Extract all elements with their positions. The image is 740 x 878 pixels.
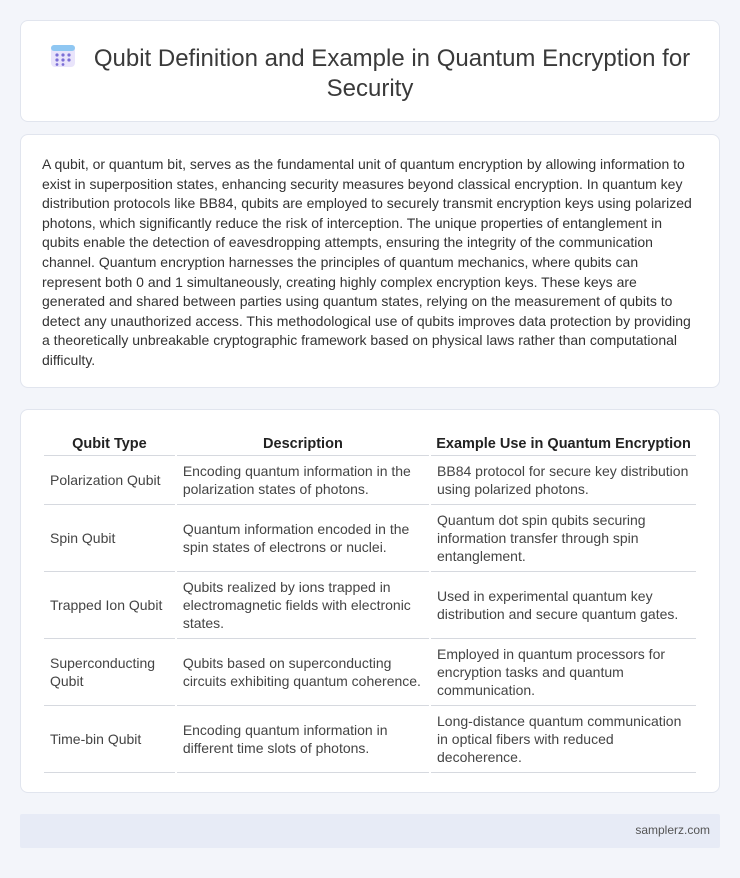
column-header-qubit-type: Qubit Type [44, 432, 175, 456]
cell-description: Encoding quantum information in different time slots of photons. [177, 706, 429, 773]
calendar-grid-icon [50, 43, 76, 69]
table-row [44, 505, 696, 572]
title-card [20, 20, 720, 122]
page-title-wrap [21, 43, 719, 104]
cell-example-use: Long-distance quantum communication in optical fibers with reduced decoherence. [431, 706, 696, 773]
intro-paragraph: A qubit, or quantum bit, serves as the fundamental unit of quantum encryption by allowing information to exist in superposition states, enhancing security measures beyond classical encryption. In quantum key distribution protocols like BB84, qubits are employed to securely transmit encryption keys using polarized photons, which significantly reduce the risk of interception. The unique properties of entanglement in qubits enable the detection of eavesdropping attempts, ensuring the integrity of the communication channel. Quantum encryption harnesses the principles of quantum mechanics, where qubits can represent both 0 and 1 simultaneously, creating highly complex encryption keys. These keys are generated and shared between parties using quantum states, relying on the measurement of qubits to detect any unauthorized access. This methodological use of qubits improves data protection by providing a theoretically unbreakable cryptographic framework based on physical laws rather than computational difficulty. [42, 156, 692, 368]
cell-example-use: Used in experimental quantum key distribution and secure quantum gates. [431, 572, 696, 639]
table-row [44, 456, 696, 505]
table-row [44, 572, 696, 639]
cell-example-use: BB84 protocol for secure key distribution using polarized photons. [431, 456, 696, 505]
column-header-example-use: Example Use in Quantum Encryption [431, 432, 696, 456]
cell-qubit-type: Spin Qubit [44, 505, 175, 572]
cell-qubit-type: Polarization Qubit [44, 456, 175, 505]
table-row [44, 706, 696, 773]
cell-qubit-type: Trapped Ion Qubit [44, 572, 175, 639]
table-card [20, 409, 720, 793]
intro-card [20, 134, 720, 388]
footer-bar [20, 814, 720, 848]
cell-description: Encoding quantum information in the polarization states of photons. [177, 456, 429, 505]
cell-description: Quantum information encoded in the spin states of electrons or nuclei. [177, 505, 429, 572]
qubit-table [42, 432, 698, 773]
cell-example-use: Employed in quantum processors for encryption tasks and quantum communication. [431, 639, 696, 706]
cell-example-use: Quantum dot spin qubits securing information transfer through spin entanglement. [431, 505, 696, 572]
cell-description: Qubits realized by ions trapped in electromagnetic fields with electronic states. [177, 572, 429, 639]
cell-qubit-type: Superconducting Qubit [44, 639, 175, 706]
column-header-description: Description [177, 432, 429, 456]
page-title: Qubit Definition and Example in Quantum Encryption for Security [93, 45, 691, 102]
table-header-row [44, 432, 696, 456]
footer-brand-link[interactable]: samplerz.com [635, 823, 710, 837]
cell-qubit-type: Time-bin Qubit [44, 706, 175, 773]
cell-description: Qubits based on superconducting circuits exhibiting quantum coherence. [177, 639, 429, 706]
table-row [44, 639, 696, 706]
